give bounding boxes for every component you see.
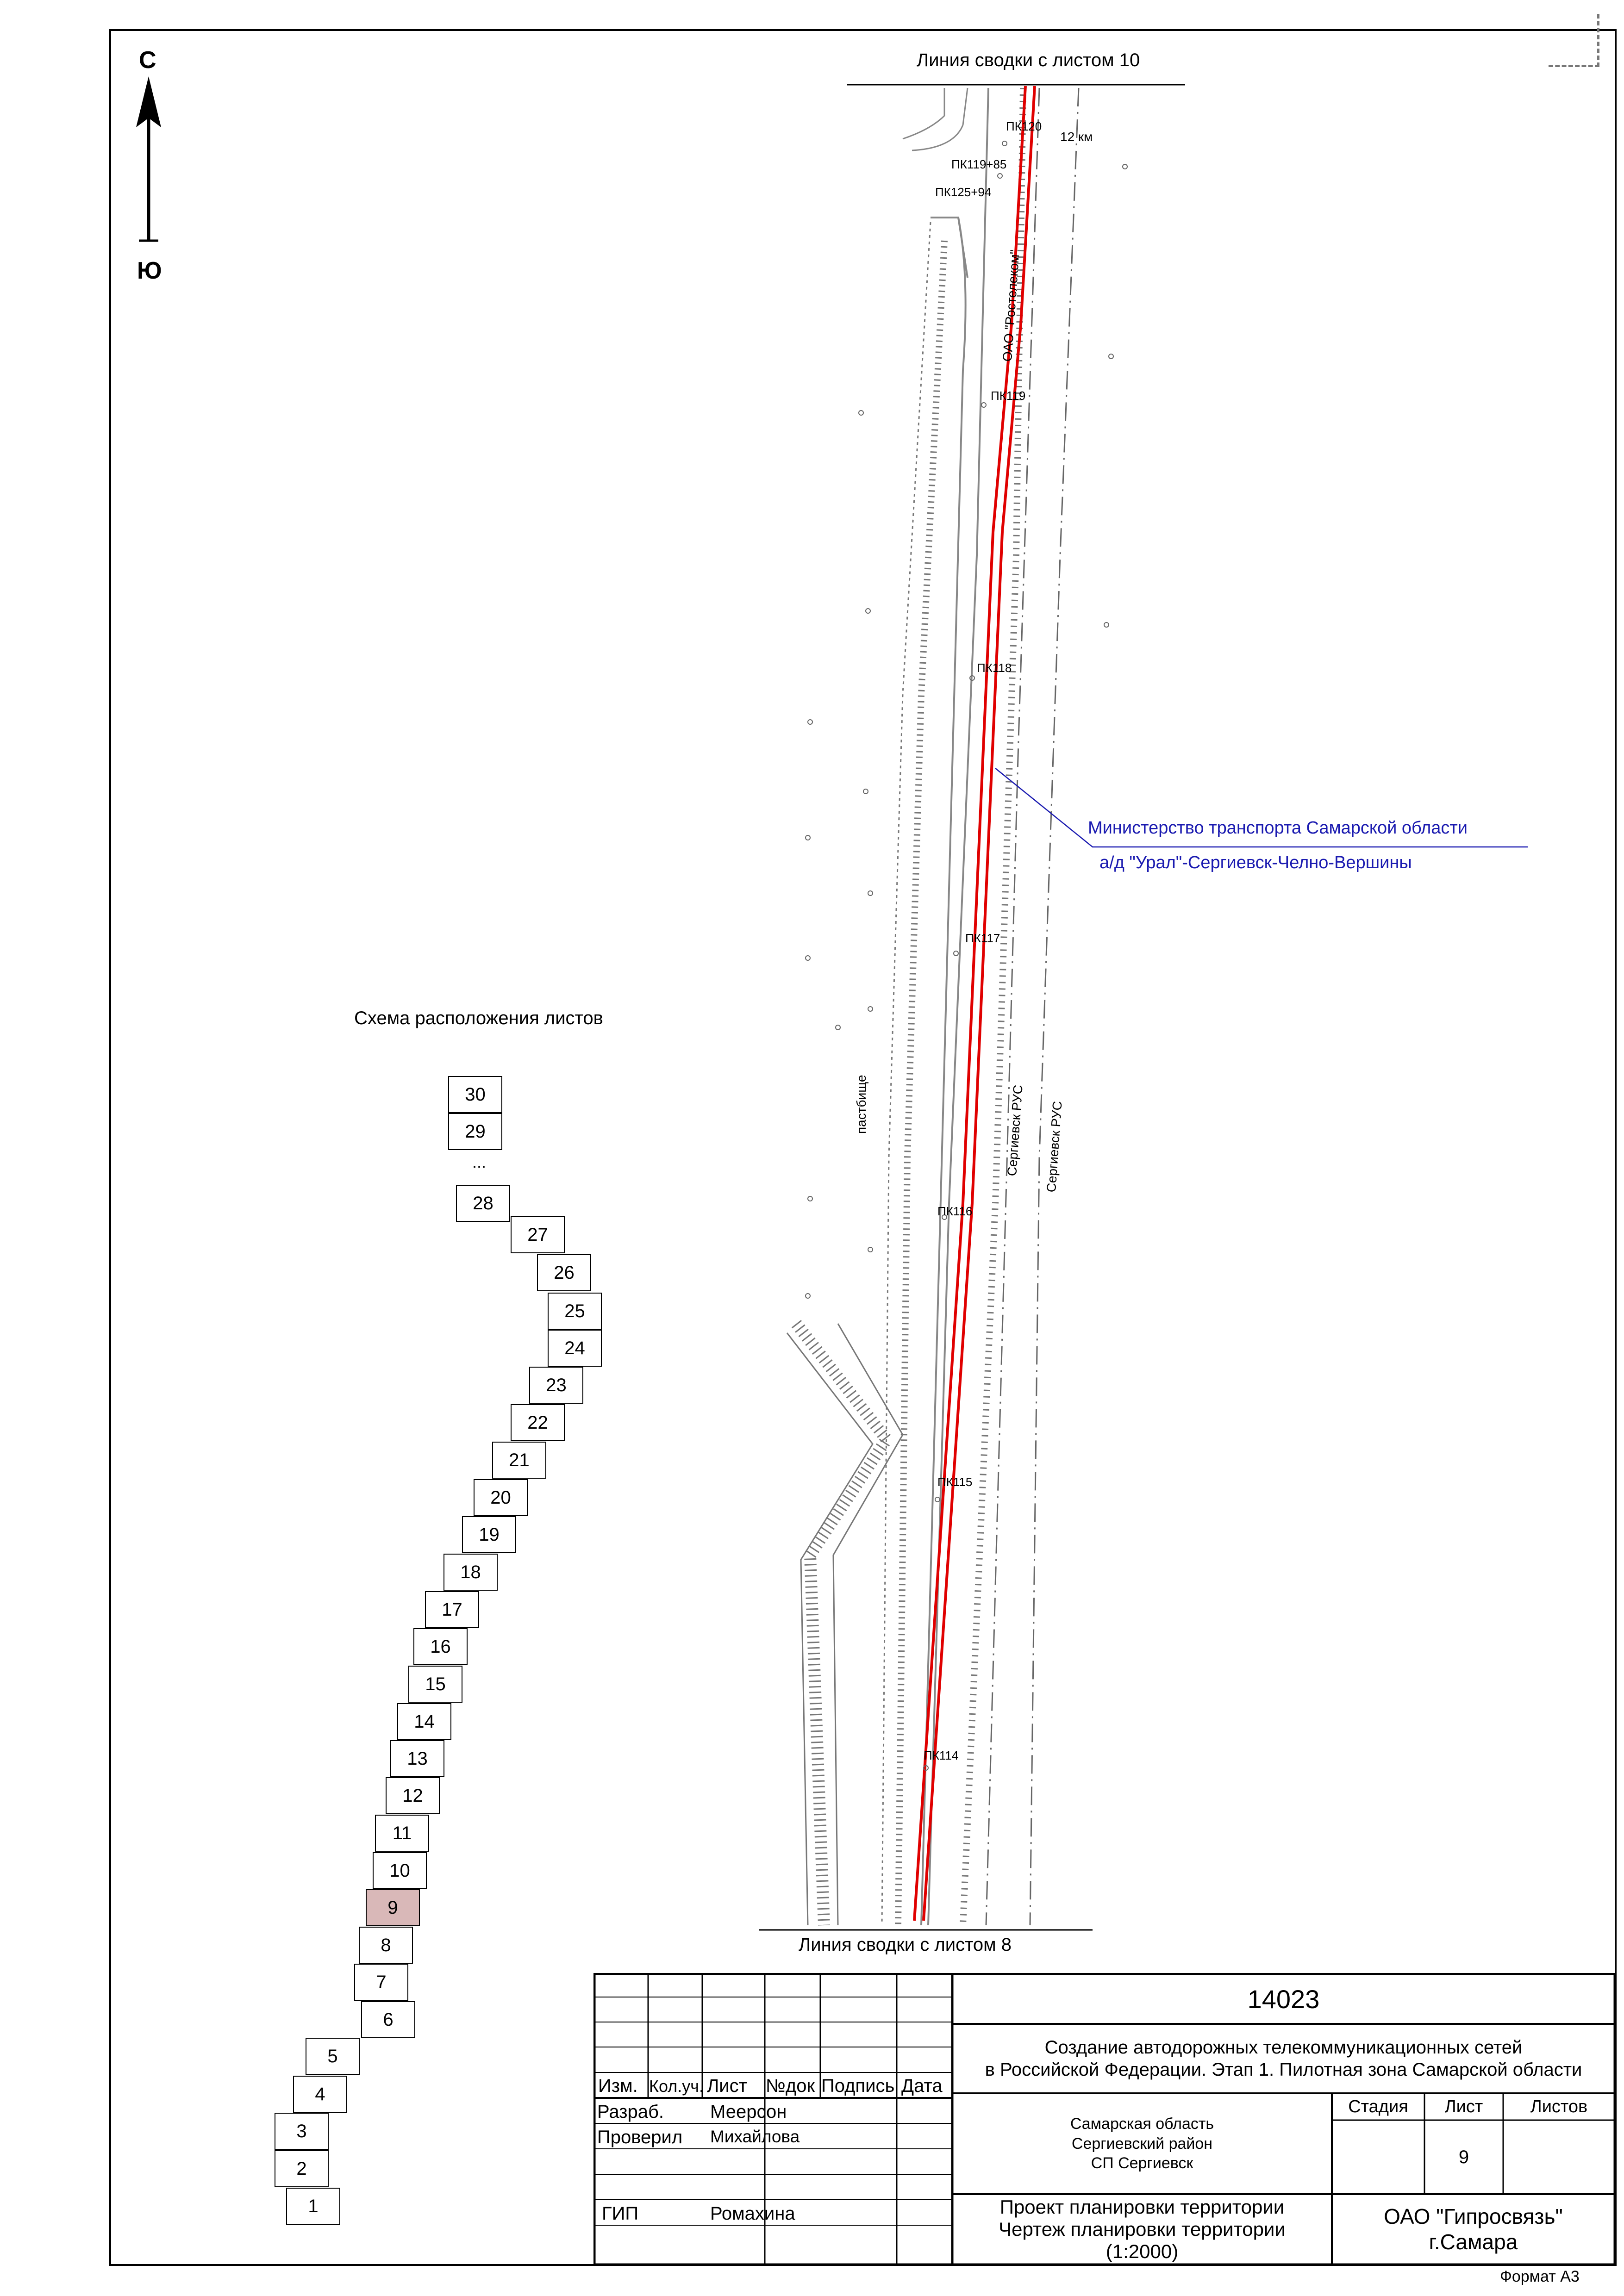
company-line2: г.Самара	[1429, 2230, 1518, 2254]
road-corner-top	[931, 218, 968, 278]
picket-label: ПК118	[977, 661, 1012, 675]
match-line-bottom-label: Линия сводки с листом 8	[799, 1935, 1012, 1955]
header-kol: Кол.уч.	[649, 2077, 704, 2096]
road-edge-left	[921, 218, 966, 1925]
header-podpis: Подпись	[821, 2076, 895, 2096]
sheet-cell: 21	[492, 1442, 546, 1479]
ravine-edge	[787, 1333, 873, 1925]
planned-route-2	[924, 86, 1035, 1921]
stage-label: Стадия	[1348, 2097, 1408, 2116]
sheet-cell: 10	[373, 1852, 427, 1889]
picket-label: ПК115	[937, 1475, 973, 1489]
sheet-cell: 25	[548, 1293, 602, 1330]
header-ndok: №док	[766, 2076, 815, 2096]
embankment-left-outer	[882, 222, 931, 1925]
sheet-cell: 18	[443, 1554, 498, 1591]
sheet-cell: 29	[448, 1113, 502, 1150]
sheet-cell: 26	[537, 1254, 591, 1291]
sheet-cell: 4	[293, 2076, 347, 2113]
location	[952, 2093, 1332, 2194]
name-developer: Меерсон	[710, 2102, 787, 2122]
pasture-label: пастбище	[854, 1075, 868, 1134]
road-approach-2	[903, 88, 944, 139]
picket-label: ПК114	[924, 1748, 959, 1762]
south-label: Ю	[137, 257, 162, 284]
role-checker: Проверил	[597, 2127, 683, 2147]
sheet-cell: 3	[275, 2113, 329, 2150]
sheet-cell: 22	[511, 1404, 565, 1441]
drawing-title-line2: Чертеж планировки территории	[999, 2218, 1286, 2240]
format-label: Формат А3	[1500, 2268, 1580, 2285]
project-title	[952, 2024, 1615, 2093]
name-chief: Ромахина	[710, 2203, 795, 2224]
location-line1: Самарская область	[1070, 2115, 1214, 2133]
location-line2: Сергиевский район	[1071, 2134, 1213, 2153]
picket-label: ПК125+94	[935, 185, 992, 199]
owner-label-line1: Министерство транспорта Самарской области	[1088, 818, 1468, 838]
project-title-line2: в Российской Федерации. Этап 1. Пилотная зона Самарской области	[985, 2060, 1582, 2080]
rostelecom-label: ОАО "Ростелеком"	[1000, 249, 1022, 362]
layout-scheme-title: Схема расположения листов	[354, 1008, 603, 1028]
sheet-number: 9	[1458, 2147, 1469, 2167]
company-line1: ОАО "Гипросвязь"	[1384, 2204, 1563, 2228]
project-code: 14023	[1247, 1984, 1320, 2014]
sheet-cell: 23	[529, 1367, 583, 1404]
sheet-cell: 2	[275, 2150, 329, 2187]
drawing-title-line3: (1:2000)	[1106, 2240, 1179, 2263]
sheet-cell: 24	[548, 1330, 602, 1367]
north-label: С	[139, 47, 156, 74]
sheet-cell: 17	[425, 1591, 479, 1628]
sheet-cell: 15	[408, 1666, 462, 1703]
sheet-cell: 19	[462, 1516, 516, 1553]
sheet-cell: 30	[448, 1076, 502, 1113]
title-block	[593, 1973, 1616, 2265]
ravine-edge-2	[833, 1324, 903, 1925]
name-checker: Михайлова	[710, 2127, 800, 2146]
picket-label: ПК116	[937, 1204, 973, 1218]
role-chief: ГИП	[602, 2203, 639, 2224]
sheet-cell: 27	[511, 1216, 565, 1253]
sheet-cell: 5	[306, 2038, 360, 2075]
picket-label: ПК119	[991, 389, 1026, 403]
picket-label: ПК119+85	[951, 157, 1007, 171]
layout-scheme-ellipsis: ...	[472, 1152, 487, 1171]
header-izm: Изм.	[598, 2076, 638, 2096]
picket-label: ПК120	[1006, 119, 1042, 133]
drawing-title	[952, 2194, 1332, 2265]
sheet-cell: 20	[474, 1479, 528, 1516]
match-line-top-label: Линия сводки с листом 10	[917, 50, 1140, 70]
location-line3: СП Сергиевск	[1091, 2154, 1193, 2172]
sheet-cell-current: 9	[366, 1889, 420, 1926]
sheet-cell: 13	[390, 1740, 444, 1777]
picket-label: ПК117	[965, 931, 1000, 945]
sheet-cell: 16	[413, 1628, 468, 1665]
header-list: Лист	[707, 2076, 747, 2096]
embankment-left	[898, 241, 944, 1925]
km-label: 12 км	[1060, 130, 1093, 144]
company	[1332, 2194, 1615, 2265]
owner-label-line2: а/д "Урал"-Сергиевск-Челно-Вершины	[1099, 853, 1412, 872]
rus-cable	[986, 88, 1039, 1925]
rostelecom-cable	[1030, 88, 1079, 1925]
sheet-cell: 6	[361, 2001, 415, 2038]
sheet-cell: 14	[397, 1703, 451, 1740]
role-developer: Разраб.	[597, 2102, 664, 2122]
sheet-cell: 11	[375, 1815, 429, 1852]
rus-label-2: Сергиевск РУС	[1044, 1101, 1065, 1193]
ravine	[796, 1324, 887, 1925]
sheet-cell: 1	[286, 2188, 340, 2225]
sheet-label: Лист	[1444, 2097, 1483, 2116]
sheet-cell: 7	[354, 1964, 408, 2001]
project-title-line1: Создание автодорожных телекоммуникационных сетей	[1044, 2037, 1523, 2058]
sheet-cell: 28	[456, 1185, 510, 1222]
sheet-cell: 12	[386, 1777, 440, 1814]
sheet-cell: 8	[359, 1927, 413, 1964]
sheets-label: Листов	[1530, 2097, 1588, 2116]
header-data: Дата	[901, 2076, 943, 2096]
rus-label-1: Сергиевск РУС	[1005, 1084, 1025, 1177]
drawing-title-line1: Проект планировки территории	[999, 2196, 1285, 2218]
